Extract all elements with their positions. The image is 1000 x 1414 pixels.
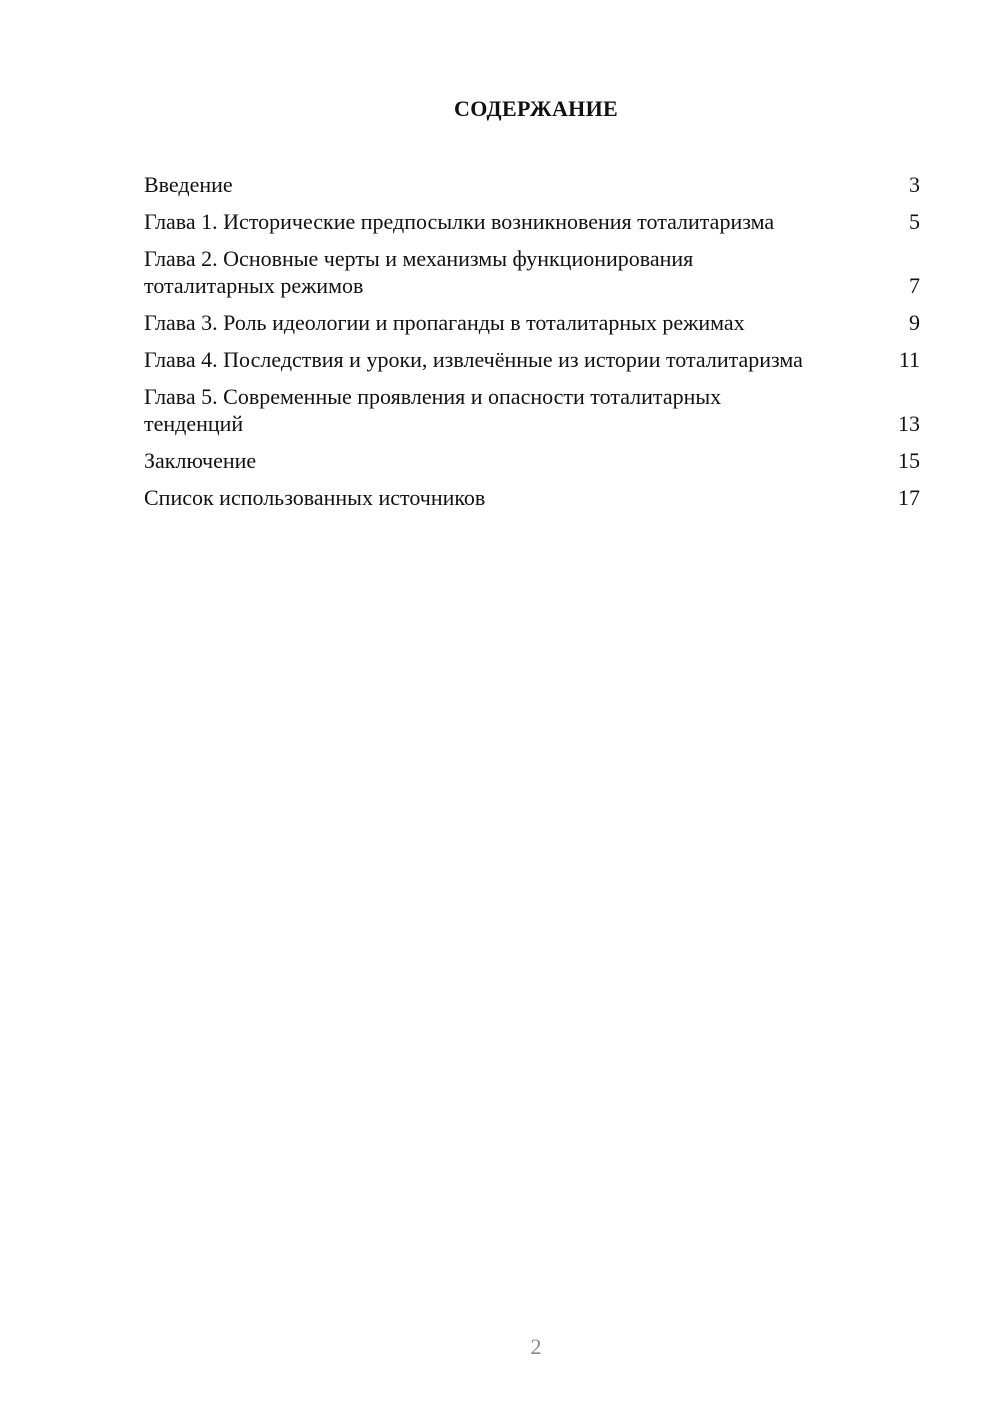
toc-entry-page: 5 [909,209,920,234]
toc-entry-title: Список использованных источников [144,485,486,510]
toc-entry-title: Глава 1. Исторические предпосылки возникновения тоталитаризма [144,209,775,234]
toc-entry-title: Глава 3. Роль идеологии и пропаганды в тоталитарных режимах [144,310,745,335]
toc-entry-chapter-3[interactable] [144,309,920,336]
toc-entry-title: Глава 4. Последствия и уроки, извлечённые из истории тоталитаризма [144,347,803,372]
toc-entry-title: Глава 2. Основные черты и механизмы функционирования тоталитарных режимов [144,246,694,298]
toc-entry-title: Заключение [144,448,257,473]
toc-entry-title: Введение [144,172,233,197]
page-title: СОДЕРЖАНИЕ [454,96,618,121]
toc-entry-page: 3 [909,172,920,197]
page-number: 2 [530,1334,542,1359]
toc-entry-title: Глава 5. Современные проявления и опасности тоталитарных тенденций [144,384,722,436]
toc-entry-page: 11 [898,347,920,372]
toc-entry-page: 17 [898,485,920,510]
toc-entry-chapter-5[interactable] [144,383,920,437]
toc-entry-chapter-1[interactable] [144,208,920,235]
toc-entry-introduction[interactable] [144,171,920,198]
toc-entry-chapter-2[interactable] [144,245,920,299]
toc-entry-chapter-4[interactable] [144,346,920,373]
toc-entry-page: 7 [909,273,920,298]
toc-entry-page: 9 [909,310,920,335]
toc-entry-page: 13 [898,411,920,436]
toc-entry-references[interactable] [144,484,920,511]
toc-entry-page: 15 [898,448,920,473]
table-of-contents [144,171,920,521]
toc-entry-conclusion[interactable] [144,447,920,474]
